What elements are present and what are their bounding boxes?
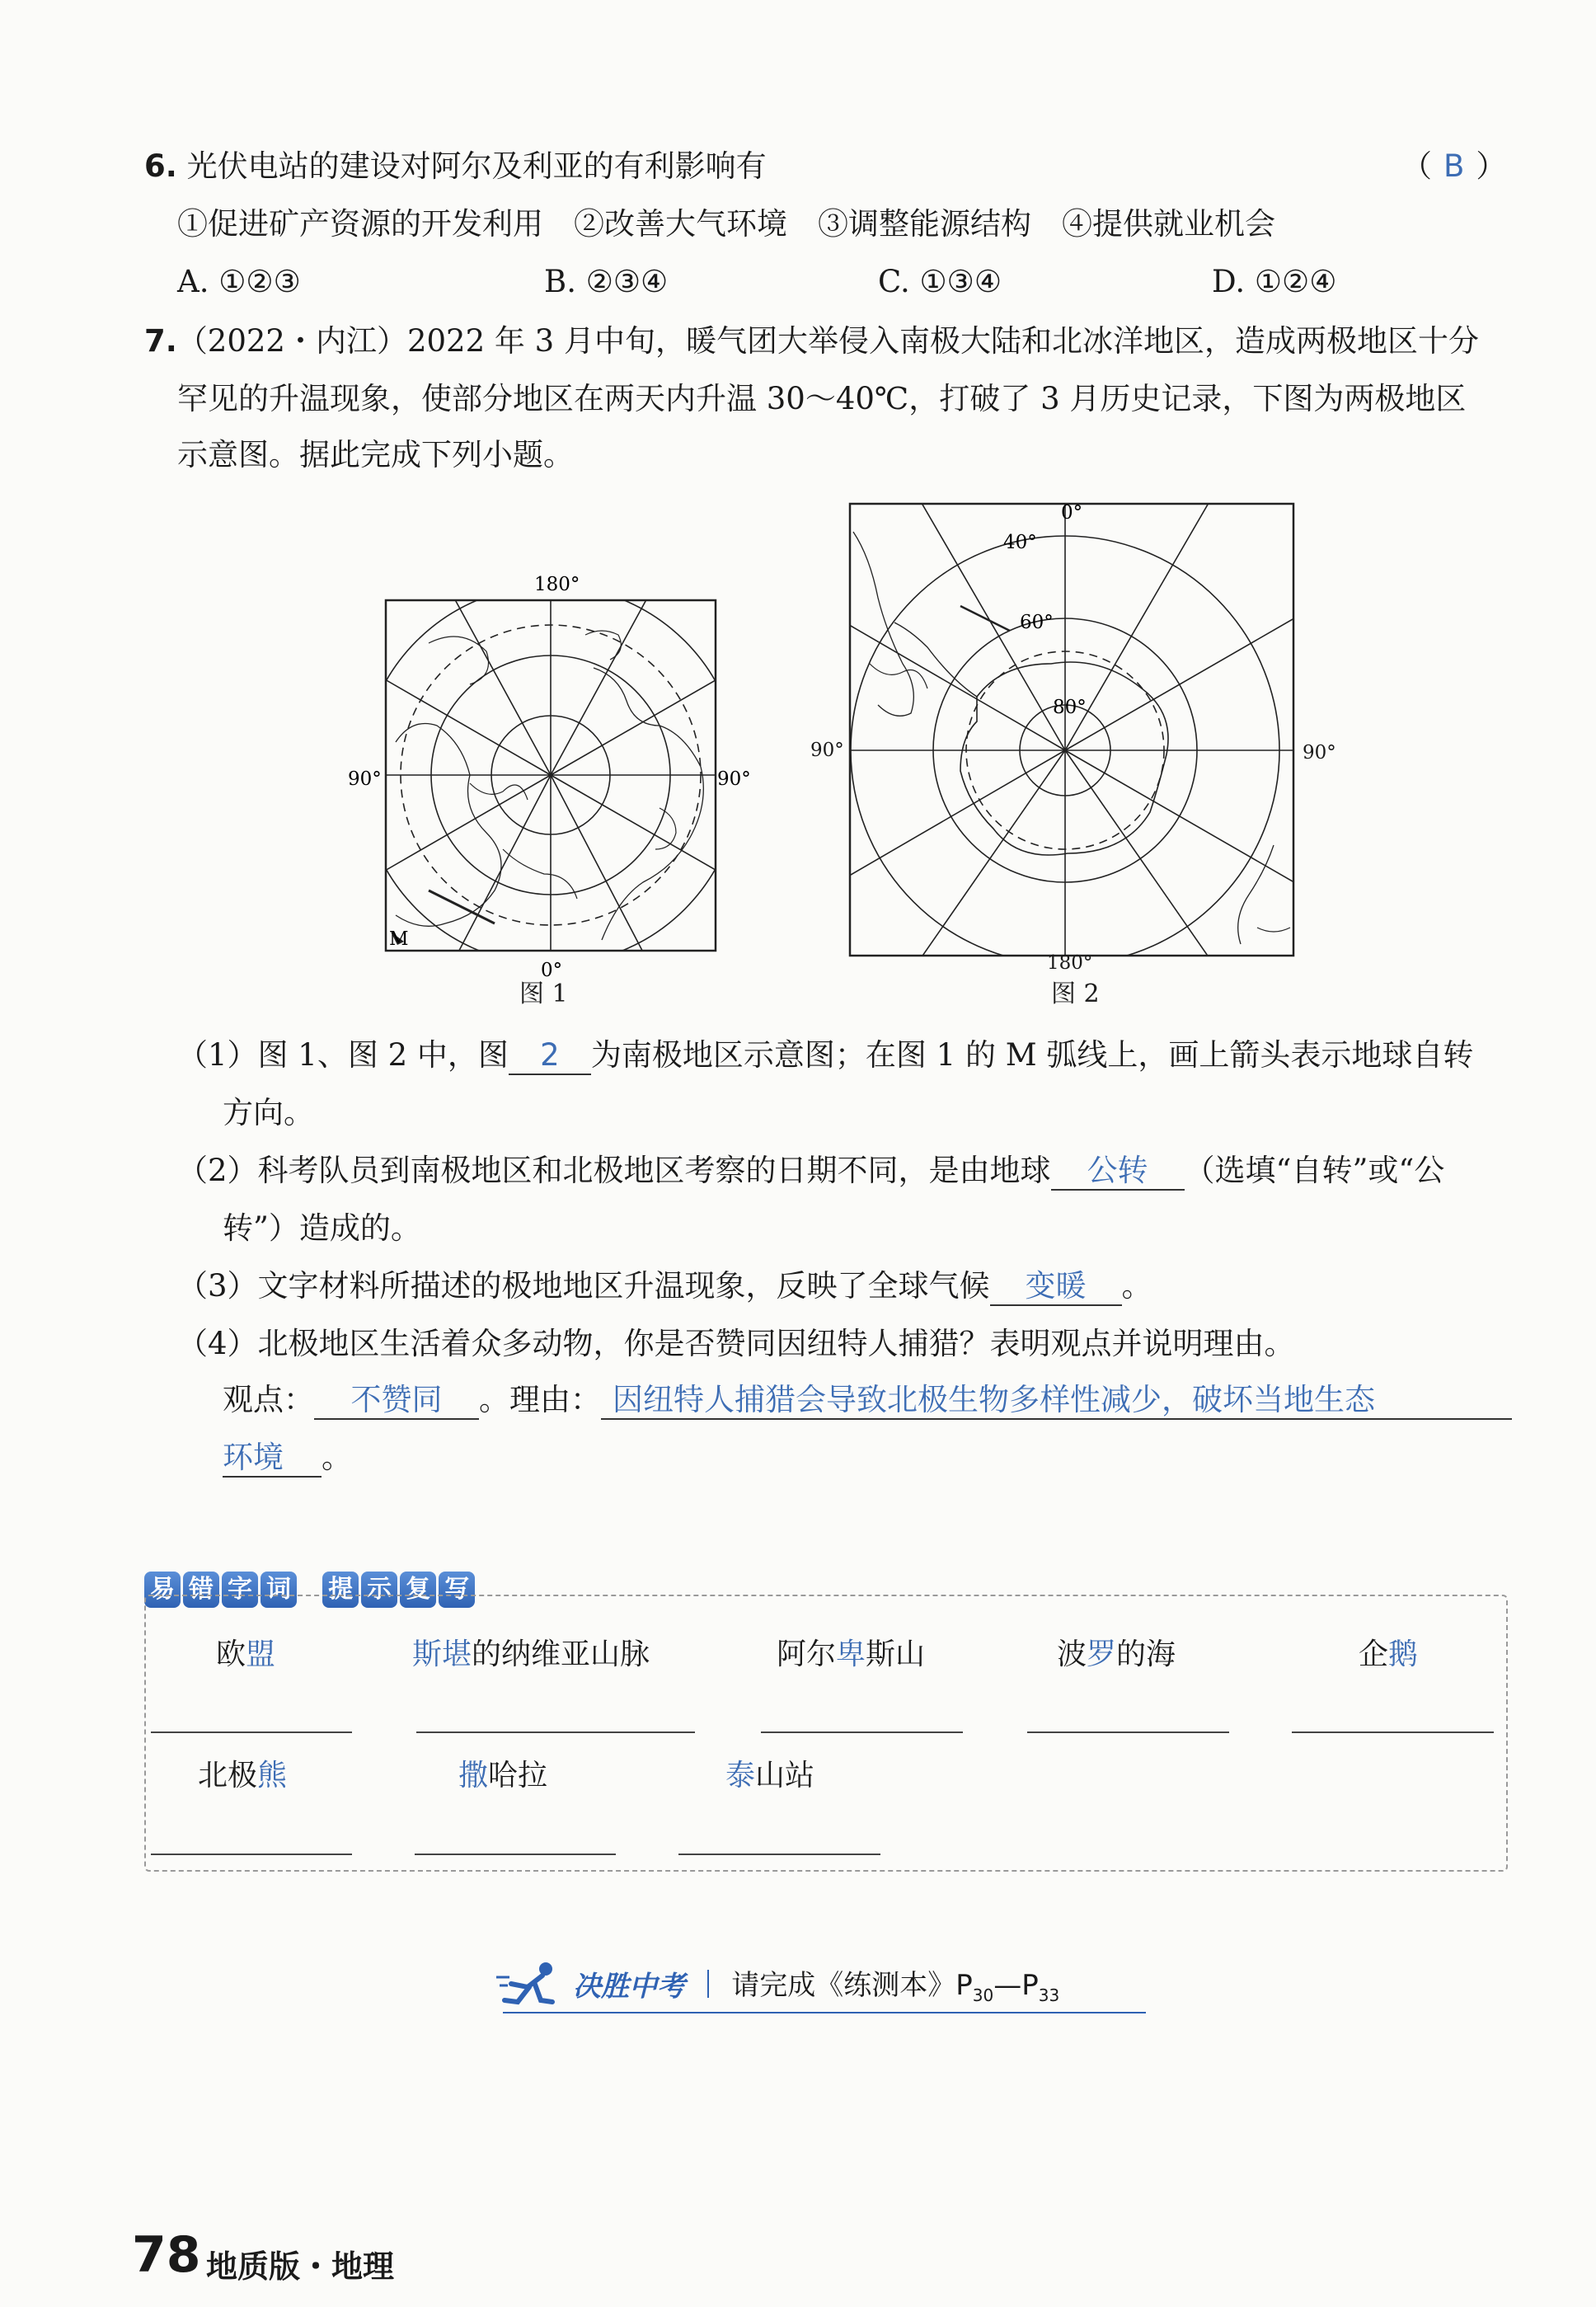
fig1-marker-m: M <box>389 928 409 950</box>
tag1-char: 词 <box>261 1572 297 1608</box>
sub4-line2: 观点： 不赞同 。理由： 因纽特人捕猎会导致北极生物多样性减少，破坏当地生态 <box>223 1372 1512 1428</box>
fig1-right-label: 90° <box>717 768 751 790</box>
word-item: 波罗的海 <box>1057 1637 1176 1671</box>
sub3-blank: 变暖 <box>990 1268 1122 1306</box>
tag1-char: 错 <box>183 1572 219 1608</box>
write-line[interactable] <box>151 1854 352 1855</box>
word-item: 斯堪的纳维亚山脉 <box>412 1637 650 1671</box>
figure2-caption: 图 2 <box>1051 980 1100 1008</box>
sub4-line3: 环境 。 <box>223 1430 352 1486</box>
sub1-line2: 方向。 <box>223 1095 314 1130</box>
sub2-line1: （2）科考队员到南极地区和北极地区考察的日期不同，是由地球 公转 （选填“自转”或“公 <box>177 1143 1444 1199</box>
fig2-label-lat60: 60° <box>1020 612 1054 633</box>
fig2-label-lat40: 40° <box>1003 532 1037 553</box>
q7-number: 7. <box>144 323 177 359</box>
q6-answer-paren: （ B ） <box>1401 148 1507 184</box>
fig2-label-left: 90° <box>810 740 844 761</box>
fig1-left-label: 90° <box>348 768 382 790</box>
q6-option-b: B. ②③④ <box>544 264 669 299</box>
q6-stem-line <box>144 139 1529 195</box>
sub3-line: （3）文字材料所描述的极地地区升温现象，反映了全球气候 变暖 。 <box>177 1258 1152 1314</box>
tag2-char: 提 <box>322 1572 359 1608</box>
sub1-blank: 2 <box>509 1037 591 1075</box>
figure2-antarctic-map <box>845 499 1298 961</box>
write-line[interactable] <box>678 1854 880 1855</box>
sub4-view-blank: 不赞同 <box>314 1382 479 1420</box>
write-line[interactable] <box>761 1731 963 1733</box>
sub2-blank: 公转 <box>1051 1153 1185 1191</box>
q6-option-d: D. ①②④ <box>1212 264 1337 299</box>
write-line[interactable] <box>1027 1731 1229 1733</box>
q6-option-a: A. ①②③ <box>177 264 301 299</box>
q7-line3: 示意图。据此完成下列小题。 <box>177 437 574 472</box>
write-line[interactable] <box>415 1854 616 1855</box>
q7-line2: 罕见的升温现象，使部分地区在两天内升温 30～40℃，打破了 3 月历史记录，下图为两极地区 <box>177 381 1467 416</box>
write-line[interactable] <box>151 1731 352 1733</box>
q6-stem: 光伏电站的建设对阿尔及利亚的有利影响有 <box>186 148 767 184</box>
fig2-label-lat40-top: 0° <box>1061 502 1083 524</box>
footer-banner <box>495 1959 1154 2009</box>
sub2-line2: 转”）造成的。 <box>223 1210 421 1246</box>
tag2-char: 写 <box>439 1572 475 1608</box>
sub1-line1: （1）图 1、图 2 中，图 2 为南极地区示意图；在图 1 的 M 弧线上，画上箭头表示地球自转 <box>177 1027 1473 1083</box>
word-item: 企鹅 <box>1359 1637 1419 1671</box>
sub4-line1: （4）北极地区生活着众多动物，你是否赞同因纽特人捕猎？表明观点并说明理由。 <box>177 1326 1295 1361</box>
fig2-label-right: 90° <box>1303 742 1336 764</box>
tag2-char: 示 <box>361 1572 397 1608</box>
sub4-reason-blank-2: 环境 <box>223 1440 322 1478</box>
word-item: 北极熊 <box>198 1759 288 1793</box>
q7-line1: 7.（2022・内江）2022 年 3 月中旬，暖气团大举侵入南极大陆和北冰洋地区，造成两极地区十分 <box>144 323 1479 359</box>
fig1-top-label: 180° <box>534 574 580 595</box>
q6-answer: B <box>1443 148 1465 184</box>
write-line[interactable] <box>416 1731 695 1733</box>
word-item: 阿尔卑斯山 <box>777 1637 926 1671</box>
footer-logo: 决胜中考 <box>573 1970 686 2004</box>
fig2-label-lat80: 80° <box>1053 697 1087 718</box>
sub4-reason-blank: 因纽特人捕猎会导致北极生物多样性减少，破坏当地生态 <box>601 1382 1512 1420</box>
q6-statements: ①促进矿产资源的开发利用 ②改善大气环境 ③调整能源结构 ④提供就业机会 <box>177 206 1275 242</box>
word-item: 欧盟 <box>216 1637 276 1671</box>
q6-number: 6. <box>144 148 177 184</box>
fig2-label-bottom: 180° <box>1047 952 1093 974</box>
figure1-caption: 图 1 <box>519 980 568 1008</box>
footer-banner-underline <box>503 2012 1146 2013</box>
tag2-char: 复 <box>400 1572 436 1608</box>
page-number: 78 <box>132 2226 201 2284</box>
word-item: 撒哈拉 <box>458 1759 548 1793</box>
footer-banner-text: 请完成《练测本》$P_{30}—P_{33}$ <box>731 1969 1060 2005</box>
write-line[interactable] <box>1292 1731 1494 1733</box>
word-item: 泰山站 <box>725 1759 815 1793</box>
tag1-char: 字 <box>222 1572 258 1608</box>
q6-option-c: C. ①③④ <box>878 264 1002 299</box>
figure1-label-overflow <box>338 569 800 981</box>
runner-icon <box>495 1959 569 2009</box>
edition-label: 地质版・地理 <box>206 2248 395 2285</box>
fig1-bottom-label: 0° <box>541 960 563 981</box>
tag1-char: 易 <box>144 1572 181 1608</box>
